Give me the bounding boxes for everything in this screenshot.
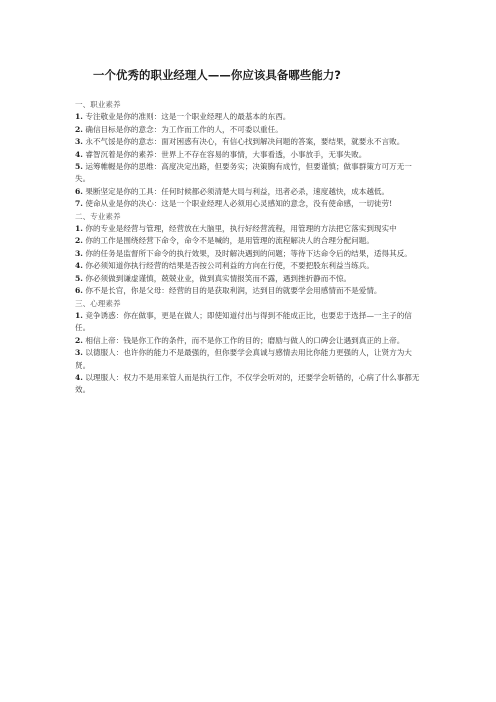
- list-item: [75, 136, 423, 148]
- item-number: 6.: [75, 186, 83, 196]
- item-number: 7.: [75, 199, 83, 209]
- item-text: 你的工作是围绕经营下命令，命令不是喊的，是用管理的流程解决人的合理分配问题。: [85, 236, 374, 246]
- item-number: 4.: [75, 261, 83, 271]
- list-item: [75, 347, 423, 372]
- item-number: 4.: [75, 149, 83, 159]
- item-text: 你的专业是经营与管理，经营放在大脑里，执行好经营流程，用管理的方法把它落实到现实中: [85, 224, 397, 234]
- item-number: 2.: [75, 124, 83, 134]
- list-item: [75, 372, 423, 397]
- item-text: 你的任务是监督所下命令的执行效果，及时解决遇到的问题；等待下达命令后的结果，适得其反。: [85, 248, 412, 258]
- item-number: 3.: [75, 137, 83, 147]
- list-item: [75, 124, 423, 136]
- item-text: 确信目标是你的意念：为工作而工作的人，不可委以重任。: [85, 124, 283, 134]
- item-number: 6.: [75, 286, 83, 296]
- list-item: [75, 285, 423, 297]
- item-text: 专注敬业是你的准则：这是一个职业经理人的最基本的东西。: [85, 112, 291, 122]
- list-item: [75, 248, 423, 260]
- list-item: [75, 260, 423, 272]
- list-item: [75, 161, 423, 186]
- item-number: 3.: [75, 248, 83, 258]
- item-number: 3.: [75, 348, 83, 358]
- item-number: 2.: [75, 236, 83, 246]
- item-text: 你必须做到谦虚谨慎，兢兢业业，做到真实情报笑而不露，遇到挫折静而不惊。: [85, 273, 352, 283]
- section-heading: 二、专业素养: [75, 211, 121, 221]
- section-heading: 一、职业素养: [75, 100, 121, 109]
- item-text: 果断坚定是你的工具：任何时候都必须清楚大局与利益，迅者必杀，速度越快，成本越低。: [85, 186, 390, 196]
- section-heading: 三、心理素养: [75, 298, 121, 308]
- item-number: 4.: [75, 372, 83, 382]
- list-item: [75, 310, 423, 335]
- item-text: 你不是长官，你是父母：经营的目的是获取利润，达到目的就要学会用感情而不是爱情。: [85, 286, 382, 296]
- list-item: [75, 273, 423, 285]
- list-item: [75, 235, 423, 247]
- item-text: 使命从业是你的决心：这是一个职业经理人必须用心灵感知的意念，没有使命感，一切徒劳!: [85, 199, 393, 209]
- document-body: [75, 99, 423, 397]
- list-item: [75, 198, 423, 210]
- item-number: 5.: [75, 273, 83, 283]
- list-item: [75, 186, 423, 198]
- item-number: 1.: [75, 310, 83, 320]
- item-text: 你必须知道你执行经营的结果是否按公司利益的方向在行使，不要把股东利益当练兵。: [85, 261, 374, 271]
- list-item: [75, 223, 423, 235]
- item-text: 运筹帷幄是你的思维：高度决定出路，但要务实；决策胸有成竹，但要谨慎；做事群策方可万无一失。: [75, 162, 412, 184]
- page-title: 一个优秀的职业经理人——你应该具备哪些能力?: [93, 68, 342, 82]
- item-number: 1.: [75, 224, 83, 234]
- item-text: 以理服人：权力不是用来管人而是执行工作，不仅学会听对的，还要学会听错的，心病了什么事都无效。: [75, 372, 420, 395]
- item-text: 永不气馁是你的意志：面对困惑有决心，有信心找到解决问题的答案，要结果，就要永不言败。: [85, 137, 405, 147]
- item-number: 5.: [75, 162, 83, 172]
- item-number: 2.: [75, 335, 83, 345]
- list-item: [75, 335, 423, 347]
- item-text: 睿智沉着是你的素养：世界上不存在容易的事情，大事看透，小事放手，无事失败。: [85, 149, 367, 159]
- item-text: 以德服人：也许你的能力不是最强的，但你要学会真诚与感情去用比你能力更强的人，让贤方为大贤。: [75, 348, 412, 370]
- list-item: [75, 149, 423, 161]
- item-text: 相信上帝：钱是你工作的条件，而不是你工作的目的；磨励与做人的口碑会让遇到真正的上帝。: [85, 335, 405, 345]
- item-number: 1.: [75, 112, 83, 122]
- item-text: 竞争诱惑：你在做事，更是在做人；即使知道付出与得到不能成正比，也要忠于选择—一主子的信任。: [75, 310, 412, 333]
- list-item: [75, 111, 423, 123]
